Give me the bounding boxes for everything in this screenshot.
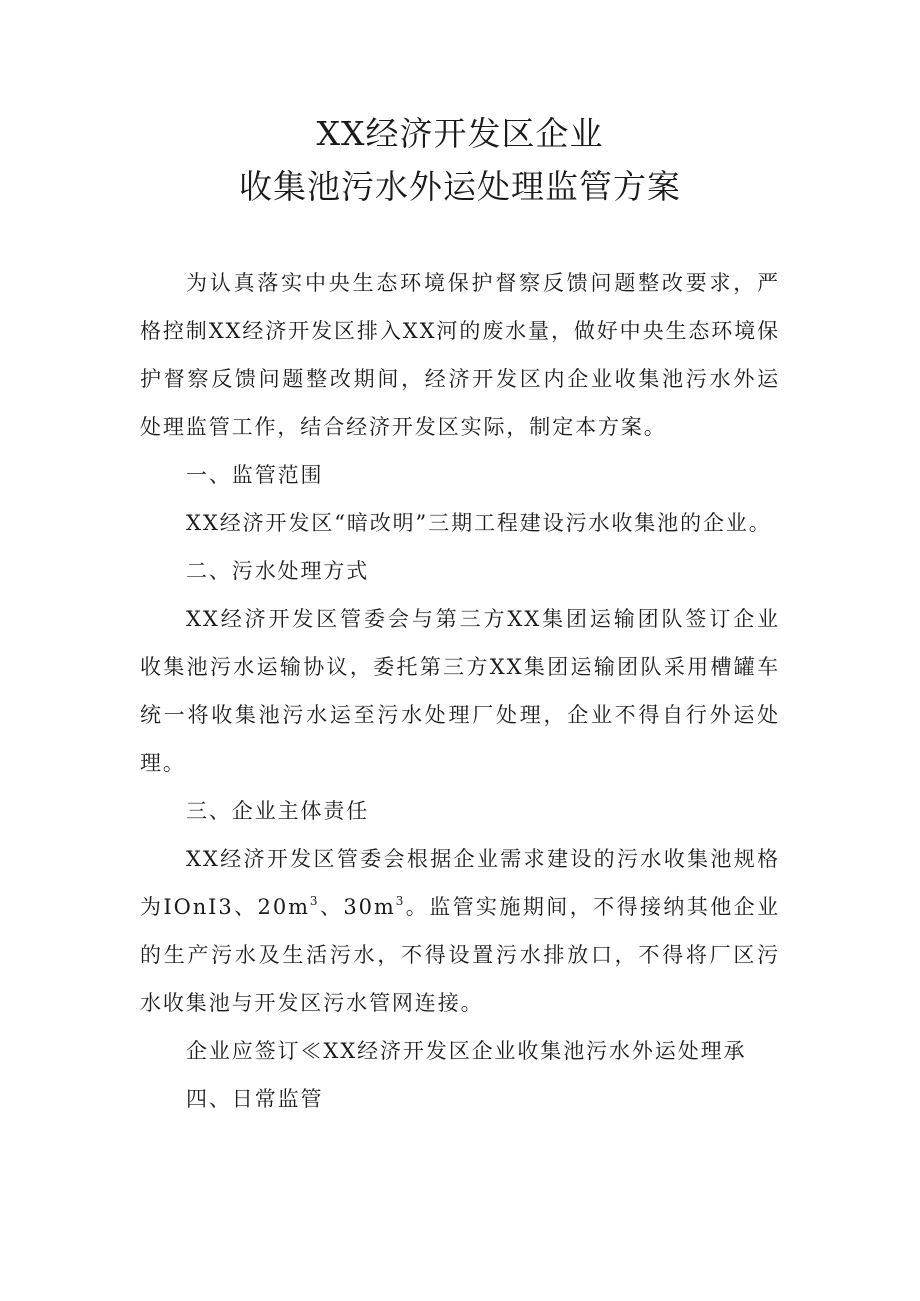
section4-heading: 四、日常监管 (186, 1087, 324, 1111)
section3-paragraph (140, 835, 780, 1027)
section3-text-c: 。监管实施期间，不得接纳其他企业的生产污水及生活污水，不得设置污水排放口，不得将厂区污水收集池与开发区污水管网连接。 (140, 895, 780, 1015)
section1-paragraph: XX经济开发区“暗改明”三期工程建设污水收集池的企业。 (186, 511, 772, 535)
superscript-3: 3 (309, 894, 320, 908)
superscript-3: 3 (395, 894, 406, 908)
document-title-line2: 收集池污水外运处理监管方案 (239, 167, 681, 206)
document-body (140, 259, 780, 1123)
section1-heading: 一、监管范围 (186, 463, 324, 487)
section3-text-b: 、30m (319, 895, 396, 919)
section3-text-a: XX经济开发区管委会根据企业需求建设的污水收集池规格为IOnI3、20m (140, 847, 780, 919)
document-title-line1: XX经济开发区企业 (316, 114, 604, 153)
section3-heading: 三、企业主体责任 (186, 799, 370, 823)
section3-paragraph2: 企业应签订≪XX经济开发区企业收集池污水外运处理承 (186, 1039, 747, 1063)
intro-paragraph: 为认真落实中央生态环境保护督察反馈问题整改要求，严格控制XX经济开发区排入XX河的废水量，做好中央生态环境保护督察反馈问题整改期间，经济开发区内企业收集池污水外运处理监管工作，结合经济开发区实际，制定本方案。 (140, 271, 780, 439)
section2-heading: 二、污水处理方式 (186, 559, 370, 583)
section2-paragraph: XX经济开发区管委会与第三方XX集团运输团队签订企业收集池污水运输协议，委托第三方XX集团运输团队采用槽罐车统一将收集池污水运至污水处理厂处理，企业不得自行外运处理。 (140, 607, 780, 775)
